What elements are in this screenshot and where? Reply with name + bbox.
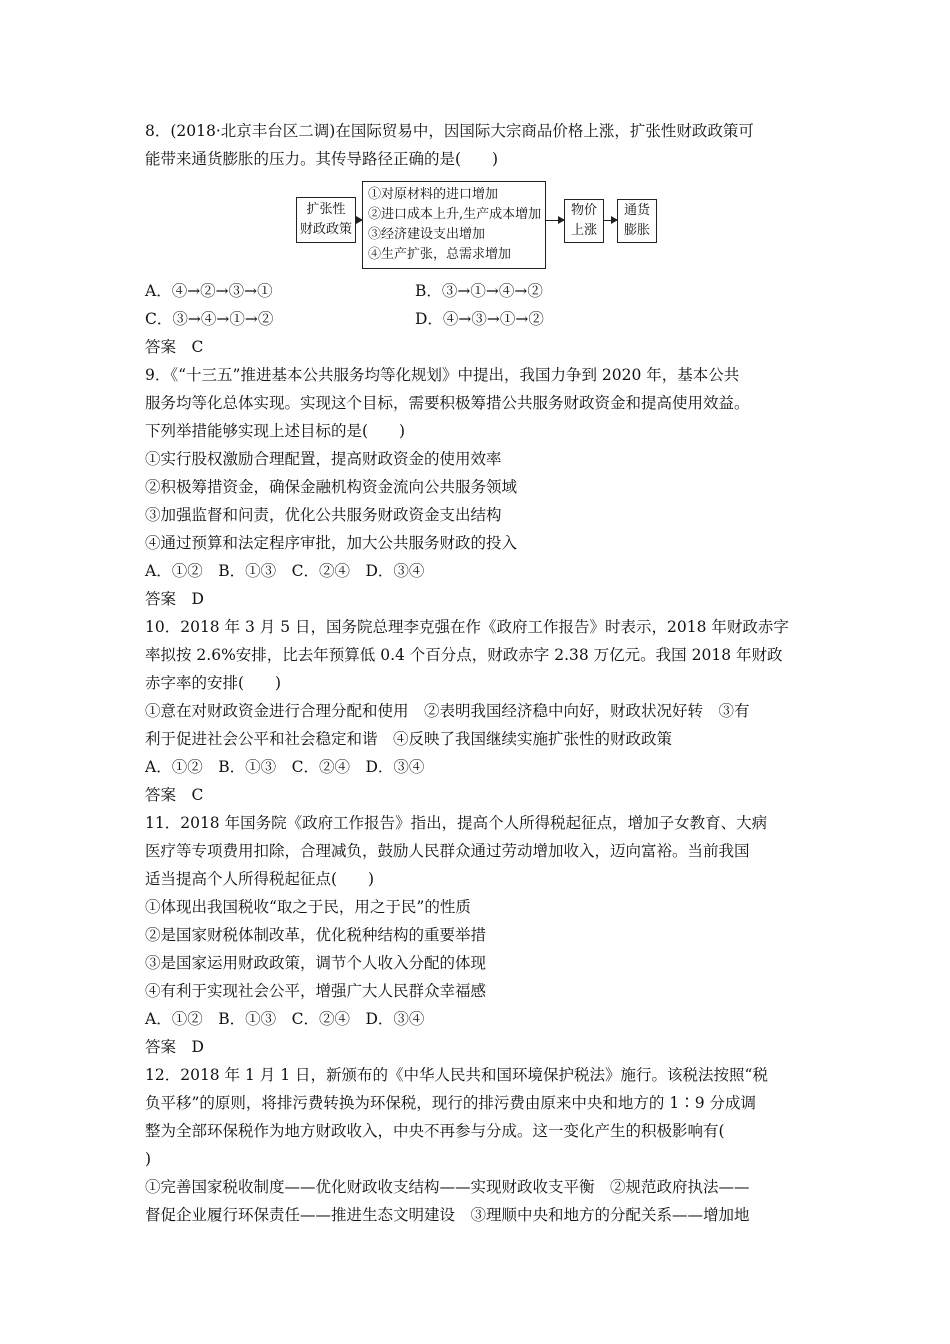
arrow-icon xyxy=(546,220,564,221)
q11-line: ①体现出我国税收“取之于民，用之于民”的性质 xyxy=(145,898,471,916)
q9-line: 下列举措能够实现上述目标的是( ) xyxy=(145,422,406,440)
diagram-box-inflation xyxy=(617,199,657,243)
q10-options: A．①② B．①③ C．②④ D．③④ xyxy=(145,758,425,776)
diagram-box-price-rise xyxy=(564,199,604,243)
q9-line: 9．《“十三五”推进基本公共服务均等化规划》中提出，我国力争到 2020 年，基本公共 xyxy=(145,366,740,384)
q11-line: ②是国家财税体制改革，优化税种结构的重要举措 xyxy=(145,926,487,944)
q10-line: 率拟按 2.6%安排，比去年预算低 0.4 个百分点，财政赤字 2.38 万亿元。我国 2018 年财政 xyxy=(145,646,783,664)
q10-line: 10．2018 年 3 月 5 日，国务院总理李克强在作《政府工作报告》时表示，2018 年财政赤字 xyxy=(145,618,789,636)
box4-line-1: 通货 xyxy=(623,203,650,218)
q11-line: 11．2018 年国务院《政府工作报告》指出，提高个人所得税起征点，增加子女教育、大病 xyxy=(145,814,768,832)
step-4: ④生产扩张，总需求增加 xyxy=(368,247,512,262)
box3-line-2: 上涨 xyxy=(570,223,597,238)
q9-options: A．①② B．①③ C．②④ D．③④ xyxy=(145,562,425,580)
box4-line-2: 膨胀 xyxy=(623,223,650,238)
q9-line: 服务均等化总体实现。实现这个目标，需要积极筹措公共服务财政资金和提高使用效益。 xyxy=(145,394,750,412)
q10-line: 利于促进社会公平和社会稳定和谐 ④反映了我国继续实施扩张性的财政政策 xyxy=(145,730,673,748)
q9-line: ③加强监督和问责，优化公共服务财政资金支出结构 xyxy=(145,506,502,524)
q12-line: 负平移”的原则，将排污费转换为环保税，现行的排污费由原来中央和地方的 1∶9 分成调 xyxy=(145,1094,757,1112)
q8-line-2: 能带来通货膨胀的压力。其传导路径正确的是( ) xyxy=(145,150,499,168)
q9-answer: 答案 D xyxy=(145,590,204,608)
q12-line: ) xyxy=(145,1150,152,1168)
q11-answer: 答案 D xyxy=(145,1038,204,1056)
q12-line: 整为全部环保税作为地方财政收入，中央不再参与分成。这一变化产生的积极影响有( xyxy=(145,1122,725,1140)
q11-options: A．①② B．①③ C．②④ D．③④ xyxy=(145,1010,425,1028)
box1-line-1: 扩张性 xyxy=(306,202,346,217)
q11-line: 医疗等专项费用扣除，合理减负，鼓励人民群众通过劳动增加收入，迈向富裕。当前我国 xyxy=(145,842,750,860)
box3-line-1: 物价 xyxy=(570,203,597,218)
q11-line: ③是国家运用财政政策，调节个人收入分配的体现 xyxy=(145,954,487,972)
diagram-box-fiscal-policy xyxy=(296,197,356,243)
q12-line: 12．2018 年 1 月 1 日，新颁布的《中华人民共和国环境保护税法》施行。该税法按照“税 xyxy=(145,1066,768,1084)
box1-line-2: 财政政策 xyxy=(299,222,352,237)
q9-line: ④通过预算和法定程序审批，加大公共服务财政的投入 xyxy=(145,534,518,552)
q9-line: ①实行股权激励合理配置，提高财政资金的使用效率 xyxy=(145,450,502,468)
arrow-icon xyxy=(604,220,617,221)
diagram-box-steps xyxy=(362,181,546,269)
q10-answer: 答案 C xyxy=(145,786,204,804)
q11-line: ④有利于实现社会公平，增强广大人民群众幸福感 xyxy=(145,982,487,1000)
step-3: ③经济建设支出增加 xyxy=(368,227,486,242)
step-2: ②进口成本上升,生产成本增加 xyxy=(368,207,542,222)
q8-option-b: B．③→①→④→② xyxy=(415,282,543,300)
q8-option-d: D．④→③→①→② xyxy=(415,310,544,328)
q10-line: ①意在对财政资金进行合理分配和使用 ②表明我国经济稳中向好，财政状况好转 ③有 xyxy=(145,702,750,720)
q8-option-c: C．③→④→①→② xyxy=(145,310,274,328)
q8-option-a: A．④→②→③→① xyxy=(145,282,273,300)
q9-line: ②积极筹措资金，确保金融机构资金流向公共服务领域 xyxy=(145,478,518,496)
q10-line: 赤字率的安排( ) xyxy=(145,674,282,692)
step-1: ①对原材料的进口增加 xyxy=(368,187,499,202)
q8-line-1: 8．(2018·北京丰台区二调)在国际贸易中，因国际大宗商品价格上涨，扩张性财政政策可 xyxy=(145,122,754,140)
q8-answer: 答案 C xyxy=(145,338,204,356)
q12-line: ①完善国家税收制度——优化财政收支结构——实现财政收支平衡 ②规范政府执法—— xyxy=(145,1178,750,1196)
q12-line: 督促企业履行环保责任——推进生态文明建设 ③理顺中央和地方的分配关系——增加地 xyxy=(145,1206,750,1224)
q11-line: 适当提高个人所得税起征点( ) xyxy=(145,870,375,888)
